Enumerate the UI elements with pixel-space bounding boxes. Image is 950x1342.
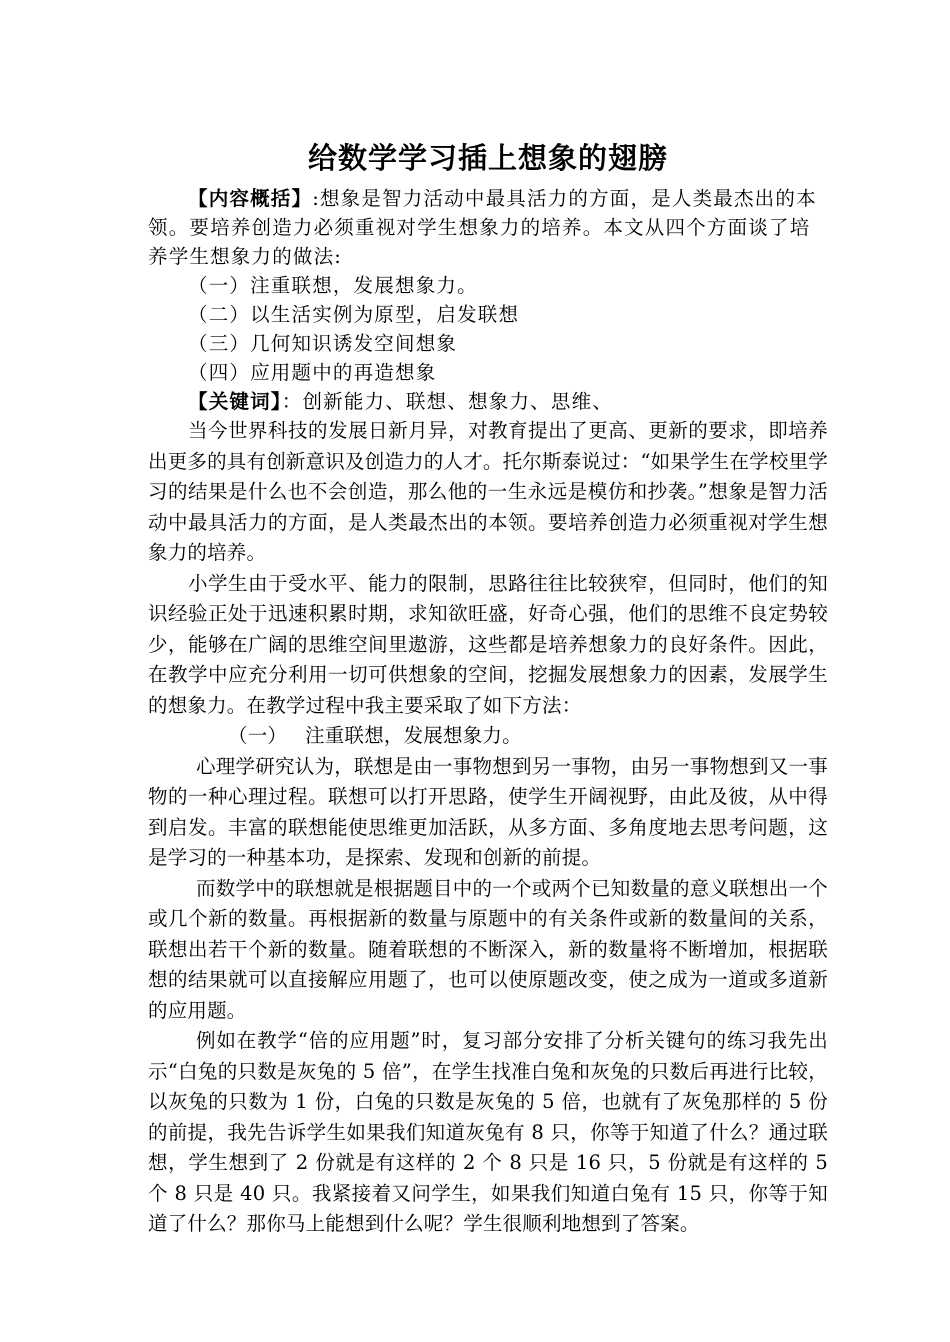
abstract-section — [148, 184, 828, 416]
body-paragraph-2: 小学生由于受水平、能力的限制，思路往往比较狭窄，但同时，他们的知识经验正处于迅速积累时期，求知欲旺盛，好奇心强，他们的思维不良定势较少，能够在广阔的思维空间里遨游，这些都是培养想象力的良好条件。因此，在教学中应充分利用一切可供想象的空间，挖掘发展想象力的因素，发展学生的想象力。在教学过程中我主要采取了如下方法： — [148, 571, 828, 717]
document-title: 给数学学习插上想象的翅膀 — [307, 141, 668, 175]
keywords-label: 【关键词】 — [188, 390, 282, 413]
keywords-text: ：创新能力、联想、想象力、思维、 — [281, 390, 613, 413]
body-paragraph-4: 而数学中的联想就是根据题目中的一个或两个已知数量的意义联想出一个或几个新的数量。再根据新的数量与原题中的有关条件或新的数量间的关系，联想出若干个新的数量。随着联想的不断深入，新的数量将不断增加，根据联想的结果就可以直接解应用题了，也可以使原题改变，使之成为一道或多道新的应用题。 — [148, 876, 828, 1022]
abstract-item-3: （三）几何知识诱发空间想象 — [188, 332, 458, 355]
body-paragraph-3: 心理学研究认为，联想是由一事物想到另一事物，由另一事物想到又一事物的一种心理过程。联想可以打开思路，使学生开阔视野，由此及彼，从中得到启发。丰富的联想能使思维更加活跃，从多方面、多角度地去思考问题，这是学习的一种基本功，是探索、发现和创新的前提。 — [148, 754, 828, 869]
article-body — [148, 416, 828, 1240]
keywords-paragraph — [148, 387, 828, 416]
abstract-item-2: （二）以生活实例为原型，启发联想 — [188, 303, 520, 326]
section-heading-1 — [148, 721, 828, 752]
abstract-text: :想象是智力活动中最具活力的方面，是人类最杰出的本领。要培养创造力必须重视对学生想象力的培养。本文从四个方面谈了培养学生想象力的做法: — [148, 187, 817, 268]
body-paragraph-1: 当今世界科技的发展日新月异，对教育提出了更高、更新的要求，即培养出更多的具有创新意识及创造力的人才。托尔斯泰说过：“如果学生在学校里学习的结果是什么也不会创造，那么他的一生永远是模仿和抄袭。”想象是智力活动中最具活力的方面，是人类最杰出的本领。要培养创造力必须重视对学生想象力的培养。 — [148, 419, 828, 564]
abstract-paragraph — [148, 184, 828, 271]
abstract-label: 【内容概括】 — [188, 187, 313, 210]
section-number: （一） — [228, 724, 288, 747]
body-paragraph-5: 例如在教学“倍的应用题”时，复习部分安排了分析关键句的练习我先出示“白兔的只数是灰兔的 5 倍”，在学生找准白兔和灰兔的只数后再进行比较，以灰兔的只数为 1 份，白兔的只数是灰兔的 5 倍，也就有了灰兔那样的 5 份的前提，我先告诉学生如果我们知道灰兔有 8 只，你等于知道了什么？通过联想，学生想到了 2 份就是有这样的 2 个 8 只是 16 只，5 份就是有这样的 5 个 8 只是 40 只。我紧接着又问学生，如果我们知道白兔有 15 只，你等于知道了什么？那你马上能想到什么呢？学生很顺利地想到了答案。 — [148, 1029, 828, 1235]
section-title: 注重联想，发展想象力。 — [305, 724, 522, 747]
document-page — [148, 136, 828, 1240]
abstract-item-4: （四）应用题中的再造想象 — [188, 361, 437, 384]
abstract-item-1: （一）注重联想，发展想象力。 — [188, 274, 478, 297]
